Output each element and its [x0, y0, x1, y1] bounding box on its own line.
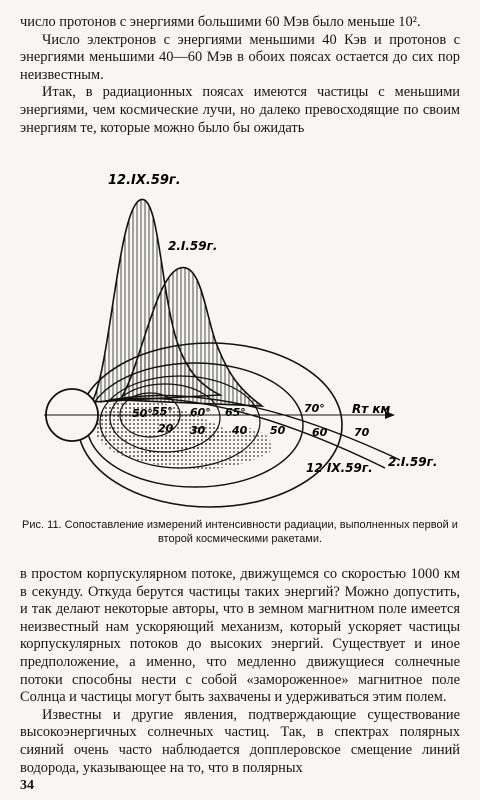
paragraph: число протонов с энергиями большими 60 Мэв было меньше 10².: [20, 14, 421, 30]
angle-label: 60°: [190, 406, 211, 419]
paragraph: в простом корпускулярном потоке, движущемся со скоростью 1000 км в секунду. Откуда берутся частицы таких энергий? Можно допустить, и так делают некоторые авторы, что в земном магнитном поле имеется неизвестный нам ускоряющий механизм, который ускоряет частицы корпускулярных потоков до высоких энергий. Существует и иное предположение, а именно, что медленно движущиеся солнечные потоки способны нести с собой «замороженное» магнитное поле Солнца и частицы могут быть захвачены и удерживаться этим полем.: [20, 566, 460, 706]
axis-tick: 70: [354, 426, 370, 439]
paragraph: Известны и другие явления, подтверждающие существование высокоэнергичных солнечных частиц. Так, в спектрах полярных сияний очень часто наблюдается допплеровское смещение линий водорода, указывающее на то, что в полярных: [20, 706, 460, 776]
axis-tick: 30: [190, 424, 206, 437]
figure-caption: Рис. 11. Сопоставление измерений интенсивности радиации, выполненных первой и второй космическими ракетами.: [22, 519, 458, 545]
angle-label: 50°: [132, 407, 153, 420]
trajectory-label-12-ix-59: 12 IX.59г.: [306, 461, 373, 475]
curve-label-2-i-59: 2.I.59г.: [168, 239, 218, 253]
angle-label: 65°: [225, 406, 246, 419]
axis-label: Rт км: [352, 402, 391, 416]
trajectory-label-2-i-59: 2.I.59г.: [388, 455, 438, 469]
axis-tick: 50: [270, 424, 286, 437]
paragraph: Число электронов с энергиями меньшими 40 Кэв и протонов с энергиями меньшими 40—60 Мэв в обоих поясах остается до сих пор неизвестным.: [20, 31, 460, 83]
paragraph: Итак, в радиационных поясах имеются частицы с меньшими энергиями, чем космические лучи, но далеко превосходящие по своим энергиям те, которые можно было бы ожидать: [20, 84, 460, 136]
axis-tick: 20: [158, 422, 174, 435]
figure-radiation-diagram: [0, 170, 480, 515]
axis-tick: 60: [312, 426, 328, 439]
page-number: 34: [20, 778, 34, 793]
text-block-bottom: [20, 566, 460, 777]
text-block-top: [20, 14, 460, 137]
curve-label-12-ix-59: 12.IX.59г.: [108, 173, 181, 188]
angle-label: 55°: [152, 405, 173, 418]
axis-tick: 40: [232, 424, 248, 437]
angle-label: 70°: [304, 402, 325, 415]
